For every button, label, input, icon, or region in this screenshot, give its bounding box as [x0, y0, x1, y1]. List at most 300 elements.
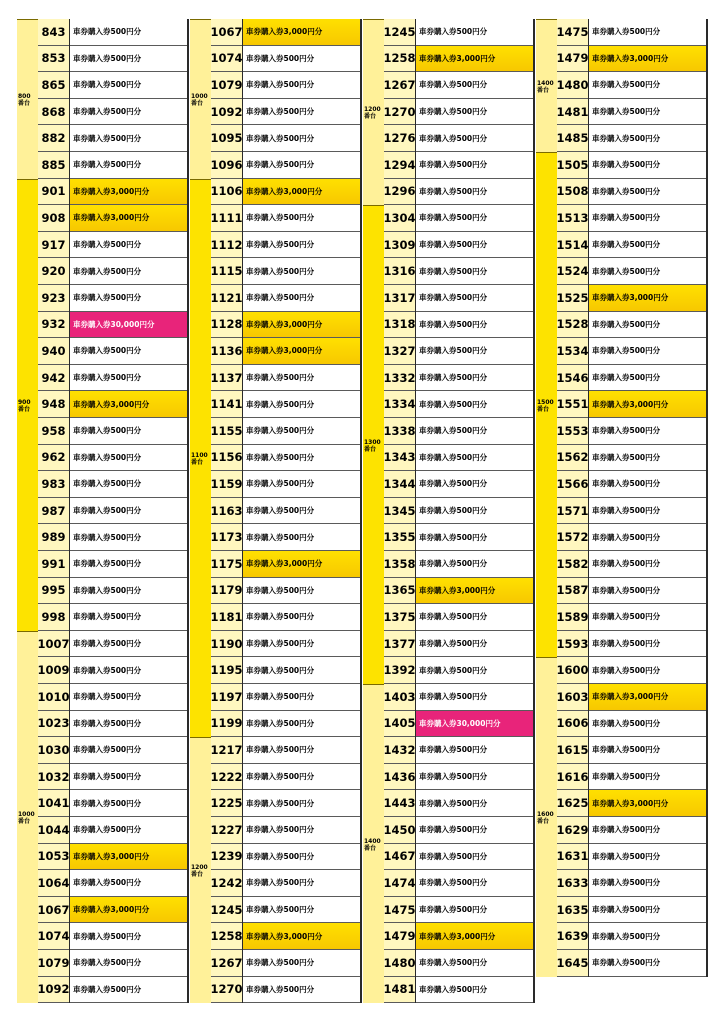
- prize-label: 車券購入券500円分: [70, 471, 187, 498]
- prize-label: 車券購入券500円分: [243, 498, 360, 525]
- winning-number: 1032: [38, 764, 69, 791]
- winning-number: 1334: [384, 391, 415, 418]
- winning-number: 1007: [38, 631, 69, 658]
- prize-label: 車券購入券500円分: [589, 418, 706, 445]
- prize-label: 車券購入券3,000円分: [243, 312, 360, 339]
- prize-label: 車券購入券500円分: [70, 524, 187, 551]
- prize-label: 車券購入券500円分: [589, 19, 706, 46]
- winning-number: 1225: [211, 790, 242, 817]
- winning-number: 1258: [384, 46, 415, 73]
- prize-label: 車券購入券500円分: [243, 657, 360, 684]
- prize-label: 車券購入券500円分: [589, 205, 706, 232]
- winning-number: 1432: [384, 737, 415, 764]
- prize-label: 車券購入券500円分: [589, 870, 706, 897]
- winning-number: 1294: [384, 152, 415, 179]
- prize-label: 車券購入券500円分: [416, 817, 533, 844]
- winning-number: 1480: [557, 72, 588, 99]
- prize-label: 車券購入券500円分: [243, 578, 360, 605]
- winning-number: 932: [38, 312, 69, 339]
- winning-number: 853: [38, 46, 69, 73]
- winning-number: 1355: [384, 524, 415, 551]
- prize-label: 車券購入券500円分: [416, 205, 533, 232]
- prize-label: 車券購入券500円分: [70, 418, 187, 445]
- winning-number: 868: [38, 99, 69, 126]
- prize-label: 車券購入券500円分: [589, 604, 706, 631]
- prize-label: 車券購入券500円分: [416, 391, 533, 418]
- winning-number: 1513: [557, 205, 588, 232]
- prize-label: 車券購入券500円分: [416, 179, 533, 206]
- winning-number: 1571: [557, 498, 588, 525]
- winning-number: 1136: [211, 338, 242, 365]
- prize-label: 車券購入券500円分: [243, 46, 360, 73]
- winning-number: 1163: [211, 498, 242, 525]
- series-group: [17, 179, 38, 631]
- winning-number: 1096: [211, 152, 242, 179]
- winning-number: 1245: [384, 19, 415, 46]
- series-group-label: 1000 番台: [18, 810, 35, 825]
- winning-number: 1173: [211, 524, 242, 551]
- series-group: [190, 179, 211, 738]
- prize-label: 車券購入券500円分: [589, 657, 706, 684]
- winning-number: 1175: [211, 551, 242, 578]
- winning-number: 1639: [557, 923, 588, 950]
- prize-label: 車券購入券500円分: [70, 711, 187, 738]
- prize-label: 車券購入券500円分: [416, 870, 533, 897]
- prize-label: 車券購入券500円分: [70, 578, 187, 605]
- prize-label: 車券購入券500円分: [70, 790, 187, 817]
- winning-number: 908: [38, 205, 69, 232]
- prize-label: 車券購入券3,000円分: [243, 19, 360, 46]
- winning-number: 885: [38, 152, 69, 179]
- winning-number: 1121: [211, 285, 242, 312]
- winning-number: 1645: [557, 950, 588, 977]
- prize-label: 車券購入券500円分: [589, 897, 706, 924]
- prize-label: 車券購入券500円分: [589, 923, 706, 950]
- winning-number: 1631: [557, 844, 588, 871]
- prize-label: 車券購入券500円分: [243, 950, 360, 977]
- prize-label: 車券購入券500円分: [416, 657, 533, 684]
- prize-label: 車券購入券500円分: [70, 737, 187, 764]
- prize-label: 車券購入券500円分: [243, 977, 360, 1004]
- winning-number: 1079: [38, 950, 69, 977]
- prize-label: 車券購入券500円分: [589, 844, 706, 871]
- winning-number: 865: [38, 72, 69, 99]
- prize-label: 車券購入券3,000円分: [416, 46, 533, 73]
- prize-label: 車券購入券500円分: [589, 72, 706, 99]
- winning-number: 1344: [384, 471, 415, 498]
- winning-number: 1475: [557, 19, 588, 46]
- prize-label: 車券購入券500円分: [70, 445, 187, 472]
- prize-label: 車券購入券500円分: [589, 631, 706, 658]
- winning-number: 1074: [38, 923, 69, 950]
- winning-number: 1332: [384, 365, 415, 392]
- winning-number: 1095: [211, 125, 242, 152]
- winning-number: 1562: [557, 445, 588, 472]
- series-group: [17, 631, 38, 1003]
- series-group: [536, 152, 557, 657]
- winning-number: 989: [38, 524, 69, 551]
- prize-label: 車券購入券30,000円分: [416, 711, 533, 738]
- series-group: [363, 205, 384, 684]
- winning-number: 1377: [384, 631, 415, 658]
- winning-number: 1566: [557, 471, 588, 498]
- prize-label: 車券購入券3,000円分: [243, 923, 360, 950]
- prize-label: 車券購入券500円分: [243, 125, 360, 152]
- winning-number: 1010: [38, 684, 69, 711]
- prize-label: 車券購入券500円分: [589, 312, 706, 339]
- winning-number: 1009: [38, 657, 69, 684]
- prize-label: 車券購入券500円分: [70, 764, 187, 791]
- prize-label: 車券購入券500円分: [70, 923, 187, 950]
- series-group-label: 800 番台: [18, 92, 31, 107]
- winning-number: 1115: [211, 258, 242, 285]
- prize-label: 車券購入券500円分: [70, 99, 187, 126]
- prize-label: 車券購入券3,000円分: [70, 844, 187, 871]
- prize-label: 車券購入券500円分: [416, 258, 533, 285]
- winning-number: 1603: [557, 684, 588, 711]
- prize-label: 車券購入券3,000円分: [416, 578, 533, 605]
- winning-number: 1343: [384, 445, 415, 472]
- winning-number: 1156: [211, 445, 242, 472]
- prize-label: 車券購入券500円分: [589, 232, 706, 259]
- winning-number: 1267: [384, 72, 415, 99]
- winning-number: 1304: [384, 205, 415, 232]
- winning-number: 882: [38, 125, 69, 152]
- winning-number: 1480: [384, 950, 415, 977]
- winning-number: 1546: [557, 365, 588, 392]
- winning-number: 1600: [557, 657, 588, 684]
- prize-label: 車券購入券500円分: [243, 870, 360, 897]
- prize-label: 車券購入券500円分: [243, 684, 360, 711]
- prize-label: 車券購入券500円分: [416, 764, 533, 791]
- winning-number: 942: [38, 365, 69, 392]
- prize-label: 車券購入券500円分: [416, 338, 533, 365]
- winning-number: 1474: [384, 870, 415, 897]
- prize-label: 車券購入券500円分: [243, 445, 360, 472]
- winning-number: 923: [38, 285, 69, 312]
- winning-number: 1270: [384, 99, 415, 126]
- prize-label: 車券購入券500円分: [416, 471, 533, 498]
- prize-label: 車券購入券500円分: [70, 950, 187, 977]
- winning-number: 1044: [38, 817, 69, 844]
- winning-number: 1064: [38, 870, 69, 897]
- winning-number: 1593: [557, 631, 588, 658]
- prize-label: 車券購入券3,000円分: [70, 205, 187, 232]
- winning-number: 1199: [211, 711, 242, 738]
- winning-number: 1403: [384, 684, 415, 711]
- winning-number: 1092: [211, 99, 242, 126]
- winning-number: 1079: [211, 72, 242, 99]
- winning-number: 1067: [38, 897, 69, 924]
- prize-label: 車券購入券500円分: [416, 684, 533, 711]
- winning-number: 1217: [211, 737, 242, 764]
- prize-label: 車券購入券3,000円分: [243, 338, 360, 365]
- prize-label: 車券購入券500円分: [243, 258, 360, 285]
- winning-number: 983: [38, 471, 69, 498]
- winning-number: 1239: [211, 844, 242, 871]
- winning-number: 1485: [557, 125, 588, 152]
- series-group-label: 1100 番台: [191, 451, 208, 466]
- series-group: [536, 657, 557, 976]
- prize-label: 車券購入券500円分: [243, 99, 360, 126]
- winning-number: 1030: [38, 737, 69, 764]
- prize-label: 車券購入券3,000円分: [589, 46, 706, 73]
- winning-number: 1375: [384, 604, 415, 631]
- winning-number: 1245: [211, 897, 242, 924]
- series-group-label: 900 番台: [18, 398, 31, 413]
- series-group: [190, 19, 211, 179]
- prize-label: 車券購入券500円分: [70, 72, 187, 99]
- winning-number: 1316: [384, 258, 415, 285]
- winning-number: 1467: [384, 844, 415, 871]
- winning-number: 1443: [384, 790, 415, 817]
- prize-label: 車券購入券500円分: [416, 152, 533, 179]
- series-group-label: 1400 番台: [364, 837, 381, 852]
- winning-number: 1345: [384, 498, 415, 525]
- prize-label: 車券購入券500円分: [70, 870, 187, 897]
- winning-number: 1041: [38, 790, 69, 817]
- prize-label: 車券購入券500円分: [589, 258, 706, 285]
- winning-number: 1629: [557, 817, 588, 844]
- prize-label: 車券購入券500円分: [243, 604, 360, 631]
- prize-label: 車券購入券500円分: [70, 46, 187, 73]
- prize-label: 車券購入券500円分: [589, 578, 706, 605]
- winning-number: 998: [38, 604, 69, 631]
- winning-number: 1635: [557, 897, 588, 924]
- prize-label: 車券購入券500円分: [589, 817, 706, 844]
- prize-label: 車券購入券500円分: [70, 498, 187, 525]
- winning-number: 1358: [384, 551, 415, 578]
- winning-number: 1053: [38, 844, 69, 871]
- prize-label: 車券購入券500円分: [70, 977, 187, 1004]
- prize-label: 車券購入券500円分: [70, 631, 187, 658]
- winning-number: 1227: [211, 817, 242, 844]
- winning-number: 1276: [384, 125, 415, 152]
- prize-label: 車券購入券500円分: [589, 711, 706, 738]
- prize-label: 車券購入券500円分: [243, 817, 360, 844]
- prize-label: 車券購入券500円分: [589, 152, 706, 179]
- winning-number: 1338: [384, 418, 415, 445]
- prize-label: 車券購入券500円分: [416, 312, 533, 339]
- winning-number: 987: [38, 498, 69, 525]
- winning-number: 843: [38, 19, 69, 46]
- winning-number: 1524: [557, 258, 588, 285]
- winning-number: 1190: [211, 631, 242, 658]
- prize-label: 車券購入券500円分: [416, 950, 533, 977]
- winning-number: 1155: [211, 418, 242, 445]
- prize-label: 車券購入券500円分: [589, 524, 706, 551]
- series-group-label: 1000 番台: [191, 92, 208, 107]
- prize-label: 車券購入券500円分: [589, 365, 706, 392]
- winning-number: 1481: [384, 977, 415, 1004]
- prize-label: 車券購入券500円分: [416, 72, 533, 99]
- series-group: [190, 737, 211, 1003]
- winning-number: 1505: [557, 152, 588, 179]
- prize-label: 車券購入券500円分: [243, 418, 360, 445]
- prize-label: 車券購入券3,000円分: [70, 391, 187, 418]
- winning-number: 1625: [557, 790, 588, 817]
- series-group-label: 1500 番台: [537, 398, 554, 413]
- prize-label: 車券購入券500円分: [589, 445, 706, 472]
- winning-number: 1112: [211, 232, 242, 259]
- winning-number: 1553: [557, 418, 588, 445]
- winning-number: 1296: [384, 179, 415, 206]
- winning-number: 958: [38, 418, 69, 445]
- prize-label: 車券購入券500円分: [243, 391, 360, 418]
- prize-label: 車券購入券3,000円分: [243, 551, 360, 578]
- prize-label: 車券購入券500円分: [70, 684, 187, 711]
- winning-number: 920: [38, 258, 69, 285]
- winning-number: 1365: [384, 578, 415, 605]
- prize-label: 車券購入券500円分: [70, 657, 187, 684]
- winning-number: 1534: [557, 338, 588, 365]
- prize-label: 車券購入券500円分: [243, 205, 360, 232]
- prize-label: 車券購入券500円分: [416, 285, 533, 312]
- winning-number: 1436: [384, 764, 415, 791]
- winning-number: 1615: [557, 737, 588, 764]
- winning-number: 1551: [557, 391, 588, 418]
- prize-label: 車券購入券500円分: [416, 125, 533, 152]
- winning-number: 1267: [211, 950, 242, 977]
- prize-label: 車券購入券500円分: [416, 844, 533, 871]
- prize-label: 車券購入券3,000円分: [243, 179, 360, 206]
- winning-number: 1128: [211, 312, 242, 339]
- winning-number: 1074: [211, 46, 242, 73]
- winning-number: 1475: [384, 897, 415, 924]
- winning-number: 1327: [384, 338, 415, 365]
- winning-number: 1111: [211, 205, 242, 232]
- prize-label: 車券購入券500円分: [243, 285, 360, 312]
- winning-number: 1179: [211, 578, 242, 605]
- winning-number: 1309: [384, 232, 415, 259]
- prize-label: 車券購入券500円分: [589, 950, 706, 977]
- prize-label: 車券購入券500円分: [243, 764, 360, 791]
- prize-label: 車券購入券500円分: [70, 152, 187, 179]
- winning-number: 1270: [211, 977, 242, 1004]
- prize-label: 車券購入券500円分: [70, 365, 187, 392]
- winning-number: 901: [38, 179, 69, 206]
- prize-label: 車券購入券500円分: [243, 152, 360, 179]
- prize-label: 車券購入券500円分: [416, 232, 533, 259]
- winning-number: 1392: [384, 657, 415, 684]
- winning-number: 1508: [557, 179, 588, 206]
- prize-label: 車券購入券500円分: [243, 72, 360, 99]
- winning-number: 1197: [211, 684, 242, 711]
- prize-label: 車券購入券500円分: [243, 365, 360, 392]
- prize-label: 車券購入券500円分: [589, 471, 706, 498]
- prize-label: 車券購入券500円分: [416, 604, 533, 631]
- prize-label: 車券購入券500円分: [416, 99, 533, 126]
- prize-label: 車券購入券500円分: [70, 19, 187, 46]
- prize-label: 車券購入券3,000円分: [416, 923, 533, 950]
- winning-number: 1582: [557, 551, 588, 578]
- prize-label: 車券購入券500円分: [416, 551, 533, 578]
- prize-label: 車券購入券500円分: [589, 125, 706, 152]
- winning-number: 1606: [557, 711, 588, 738]
- winning-number: 1023: [38, 711, 69, 738]
- prize-label: 車券購入券500円分: [243, 844, 360, 871]
- winning-number: 1479: [557, 46, 588, 73]
- prize-label: 車券購入券500円分: [70, 258, 187, 285]
- prize-label: 車券購入券3,000円分: [589, 790, 706, 817]
- winning-number: 1479: [384, 923, 415, 950]
- prize-label: 車券購入券3,000円分: [589, 684, 706, 711]
- prize-label: 車券購入券500円分: [243, 471, 360, 498]
- prize-label: 車券購入券3,000円分: [589, 285, 706, 312]
- series-group-label: 1300 番台: [364, 438, 381, 453]
- series-group: [363, 684, 384, 1003]
- winning-number: 1092: [38, 977, 69, 1004]
- series-group: [536, 19, 557, 152]
- series-group-label: 1600 番台: [537, 810, 554, 825]
- winning-number: 1067: [211, 19, 242, 46]
- winning-number: 995: [38, 578, 69, 605]
- prize-label: 車券購入券500円分: [70, 817, 187, 844]
- prize-label: 車券購入券3,000円分: [70, 897, 187, 924]
- prize-label: 車券購入券500円分: [589, 338, 706, 365]
- winning-number: 1450: [384, 817, 415, 844]
- series-group-label: 1200 番台: [191, 864, 208, 879]
- prize-label: 車券購入券500円分: [416, 19, 533, 46]
- prize-label: 車券購入券500円分: [70, 338, 187, 365]
- series-group-label: 1400 番台: [537, 79, 554, 94]
- winning-number: 1222: [211, 764, 242, 791]
- prize-label: 車券購入券500円分: [70, 551, 187, 578]
- winning-number: 1405: [384, 711, 415, 738]
- winning-number: 1141: [211, 391, 242, 418]
- winning-number: 1242: [211, 870, 242, 897]
- winning-number: 1159: [211, 471, 242, 498]
- prize-label: 車券購入券500円分: [243, 790, 360, 817]
- prize-label: 車券購入券500円分: [589, 498, 706, 525]
- prize-label: 車券購入券500円分: [70, 285, 187, 312]
- winning-number: 917: [38, 232, 69, 259]
- winning-number: 1137: [211, 365, 242, 392]
- prize-label: 車券購入券500円分: [70, 604, 187, 631]
- winning-number: 948: [38, 391, 69, 418]
- winning-number: 1258: [211, 923, 242, 950]
- winning-number: 1589: [557, 604, 588, 631]
- prize-label: 車券購入券500円分: [243, 897, 360, 924]
- series-group: [17, 19, 38, 179]
- prize-label: 車券購入券500円分: [243, 631, 360, 658]
- series-group: [363, 19, 384, 205]
- winning-number: 1514: [557, 232, 588, 259]
- winning-number: 1317: [384, 285, 415, 312]
- prize-label: 車券購入券500円分: [70, 232, 187, 259]
- prize-label: 車券購入券500円分: [70, 125, 187, 152]
- prize-label: 車券購入券500円分: [416, 897, 533, 924]
- prize-label: 車券購入券3,000円分: [589, 391, 706, 418]
- prize-label: 車券購入券500円分: [416, 365, 533, 392]
- prize-label: 車券購入券500円分: [416, 737, 533, 764]
- winning-number: 1587: [557, 578, 588, 605]
- prize-label: 車券購入券500円分: [416, 977, 533, 1004]
- winning-number: 1616: [557, 764, 588, 791]
- prize-label: 車券購入券500円分: [589, 737, 706, 764]
- prize-label: 車券購入券500円分: [243, 711, 360, 738]
- prize-label: 車券購入券500円分: [416, 524, 533, 551]
- prize-label: 車券購入券500円分: [589, 551, 706, 578]
- winning-number: 1572: [557, 524, 588, 551]
- prize-label: 車券購入券500円分: [589, 99, 706, 126]
- prize-label: 車券購入券500円分: [416, 631, 533, 658]
- series-group-label: 1200 番台: [364, 106, 381, 121]
- winning-number: 1181: [211, 604, 242, 631]
- prize-label: 車券購入券500円分: [243, 524, 360, 551]
- prize-label: 車券購入券500円分: [416, 790, 533, 817]
- prize-label: 車券購入券500円分: [589, 179, 706, 206]
